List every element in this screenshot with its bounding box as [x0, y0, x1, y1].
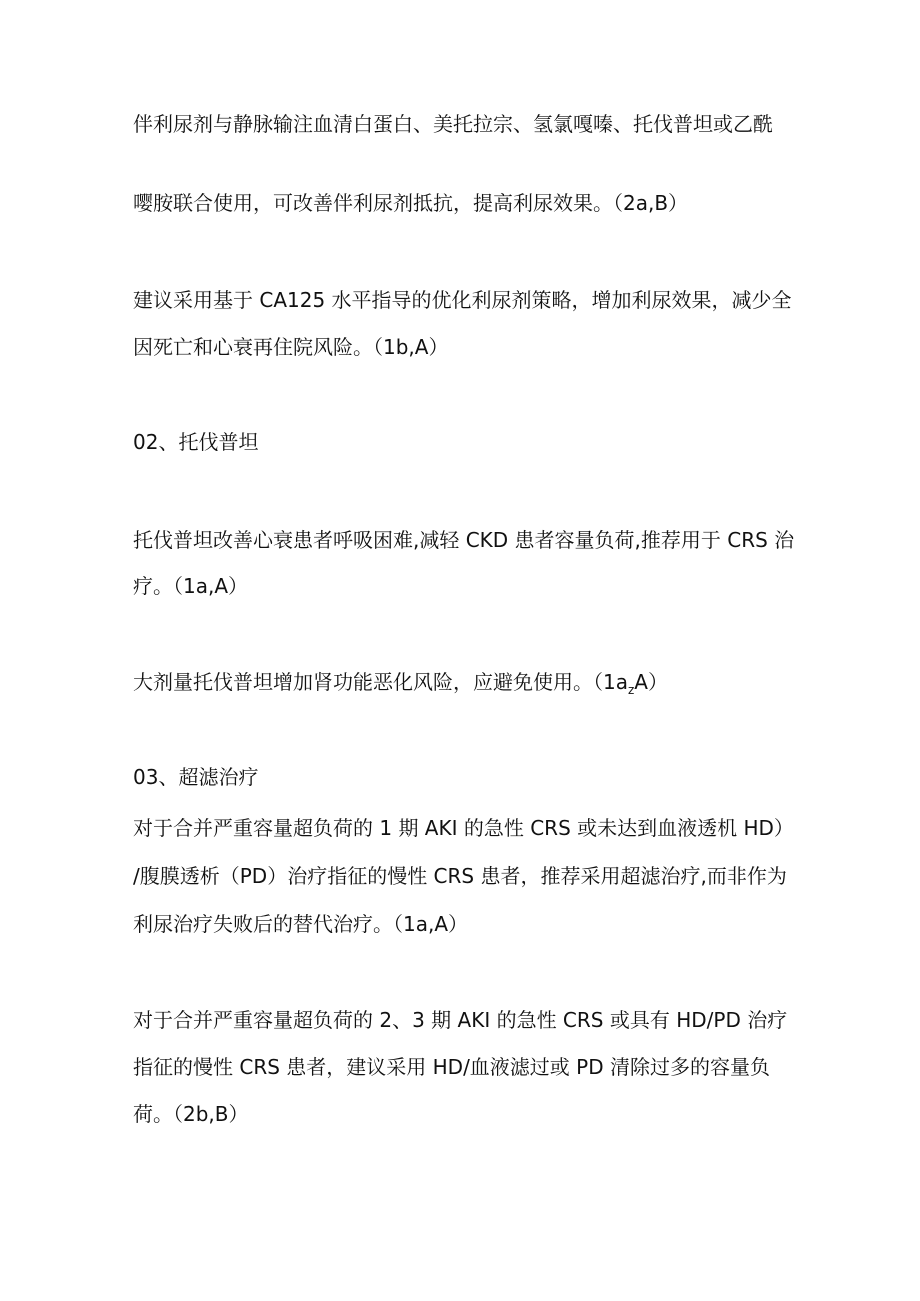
paragraph-6-line-2: 指征的慢性 CRS 患者，建议采用 HD/血液滤过或 PD 清除过多的容量负 [133, 1055, 770, 1079]
paragraph-4-line-1 [133, 668, 668, 704]
paragraph-1-line-1: 伴利尿剂与静脉输注血清白蛋白、美托拉宗、氢氯嘎嗪、托伐普坦或乙酰 [133, 112, 773, 136]
paragraph-6-line-3: 荷。（2b,B） [133, 1102, 249, 1126]
section-heading-ultrafiltration: 03、超滤治疗 [133, 765, 259, 789]
paragraph-4-subscript: z [627, 683, 635, 697]
paragraph-1-line-2: 嘤胺联合使用，可改善伴利尿剂抵抗，提高利尿效果。（2a,B） [133, 191, 689, 215]
paragraph-4-text: 大剂量托伐普坦增加肾功能恶化风险，应避免使用。（1a [133, 670, 628, 694]
paragraph-3-line-1: 托伐普坦改善心衰患者呼吸困难,减轻 CKD 患者容量负荷,推荐用于 CRS 治 [133, 528, 795, 552]
paragraph-2-line-2: 因死亡和心衰再住院风险。（1b,A） [133, 335, 449, 359]
paragraph-3-line-2: 疗。（1a,A） [133, 574, 249, 598]
paragraph-4-suffix: A） [634, 670, 668, 694]
paragraph-2-line-1: 建议采用基于 CA125 水平指导的优化利尿剂策略，增加利尿效果，减少全 [133, 288, 792, 312]
paragraph-5-line-2: /腹膜透析（PD）治疗指征的慢性 CRS 患者，推荐采用超滤治疗,而非作为 [133, 864, 787, 888]
section-heading-tolvaptan: 02、托伐普坦 [133, 430, 259, 454]
paragraph-6-line-1: 对于合并严重容量超负荷的 2、3 期 AKI 的急性 CRS 或具有 HD/PD 治疗 [133, 1008, 788, 1032]
paragraph-5-line-1: 对于合并严重容量超负荷的 1 期 AKI 的急性 CRS 或未达到血液透机 HD） [133, 816, 794, 840]
paragraph-5-line-3: 利尿治疗失败后的替代治疗。（1a,A） [133, 912, 469, 936]
